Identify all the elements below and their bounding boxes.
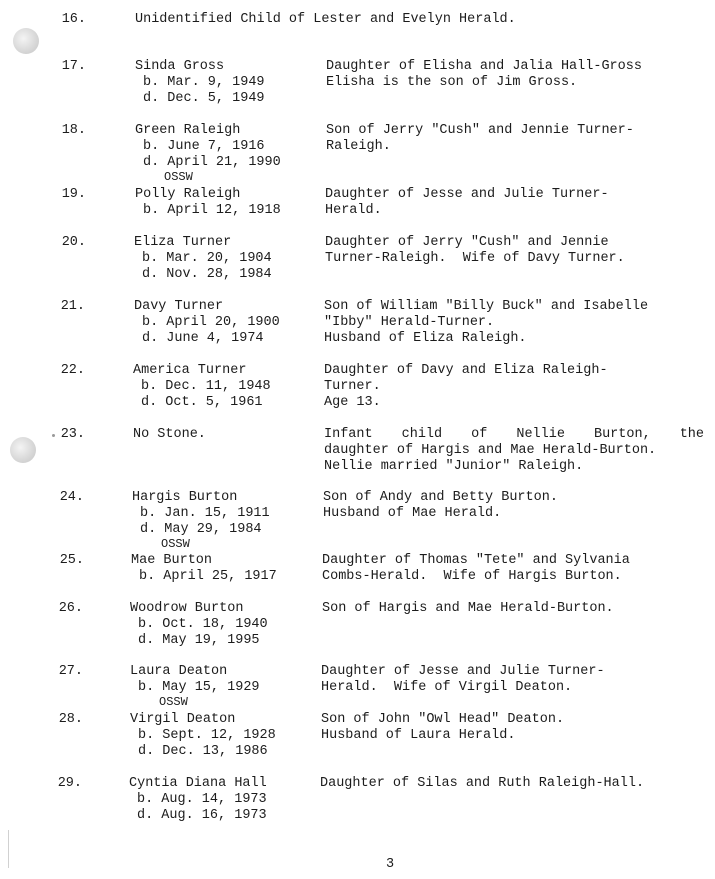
entry-description: Daughter of Elisha and Jalia Hall-Gross Elisha is the son of Jim Gross. xyxy=(326,59,642,90)
entry-name: Eliza Turner xyxy=(134,235,232,250)
death-date: d. May 29, 1984 xyxy=(140,522,262,537)
entry-number: 22. xyxy=(60,363,85,378)
birth-date: b. Sept. 12, 1928 xyxy=(138,728,276,743)
entry-number: 29. xyxy=(57,776,82,791)
birth-date: b. May 15, 1929 xyxy=(138,680,260,695)
entry-description: Son of John "Owl Head" Deaton. Husband of Laura Herald. xyxy=(321,712,565,743)
entry-name: America Turner xyxy=(133,363,247,378)
entry-number: 23. xyxy=(60,427,85,442)
entry-number: 19. xyxy=(61,187,86,202)
entry-number: 28. xyxy=(58,712,83,727)
birth-date: b. Mar. 20, 1904 xyxy=(142,251,272,266)
entry-number: 16. xyxy=(61,12,86,27)
paper-edge-mark xyxy=(8,830,15,868)
death-date: d. Aug. 16, 1973 xyxy=(137,808,267,823)
entry-description: Daughter of Thomas "Tete" and Sylvania Combs-Herald. Wife of Hargis Burton. xyxy=(322,553,630,584)
entry-name: Mae Burton xyxy=(131,553,213,568)
entry-description: Daughter of Jesse and Julie Turner- Herald. xyxy=(325,187,609,218)
entry-description: Son of William "Billy Buck" and Isabelle "Ibby" Herald-Turner. Husband of Eliza Raleigh. xyxy=(324,299,649,346)
entry-description: Daughter of Silas and Ruth Raleigh-Hall. xyxy=(320,776,645,791)
birth-date: b. Aug. 14, 1973 xyxy=(137,792,267,807)
entry-description: Daughter of Jesse and Julie Turner- Herald. Wife of Virgil Deaton. xyxy=(321,664,605,695)
entry-number: 25. xyxy=(59,553,84,568)
entry-name: Polly Raleigh xyxy=(135,187,241,202)
death-date: d. Dec. 13, 1986 xyxy=(138,744,268,759)
entry-number: 27. xyxy=(58,664,83,679)
entry-description: Infant child of Nellie Burton, the daughter of Hargis and Mae Herald-Burton. Nellie married "Junior" Raleigh. xyxy=(324,427,704,474)
entry-number: 17. xyxy=(61,59,86,74)
entry-name: No Stone. xyxy=(133,427,206,442)
entry-name: Unidentified Child of Lester and Evelyn Herald. xyxy=(135,12,516,27)
birth-date: b. Jan. 15, 1911 xyxy=(140,506,270,521)
entry-description: Son of Jerry "Cush" and Jennie Turner- Raleigh. xyxy=(326,123,634,154)
death-date: d. Dec. 5, 1949 xyxy=(143,91,265,106)
birth-date: b. April 20, 1900 xyxy=(142,315,280,330)
entry-name: Hargis Burton xyxy=(132,490,238,505)
entry-number: 24. xyxy=(59,490,84,505)
birth-date: b. April 25, 1917 xyxy=(139,569,277,584)
entry-name: Woodrow Burton xyxy=(130,601,244,616)
punch-hole-top xyxy=(13,28,39,54)
entry-description: Daughter of Jerry "Cush" and Jennie Turner-Raleigh. Wife of Davy Turner. xyxy=(325,235,625,266)
entry-number: 18. xyxy=(61,123,86,138)
entry-name: Davy Turner xyxy=(134,299,224,314)
death-date: d. May 19, 1995 xyxy=(138,633,260,648)
entry-description: Son of Hargis and Mae Herald-Burton. xyxy=(322,601,614,616)
birth-date: b. April 12, 1918 xyxy=(143,203,281,218)
death-date: d. Oct. 5, 1961 xyxy=(141,395,263,410)
entry-name: Sinda Gross xyxy=(135,59,225,74)
birth-date: b. June 7, 1916 xyxy=(143,139,265,154)
ossw-note: OSSW xyxy=(164,170,193,184)
death-date: d. June 4, 1974 xyxy=(142,331,264,346)
birth-date: b. Dec. 11, 1948 xyxy=(141,379,271,394)
entry-name: Virgil Deaton xyxy=(130,712,236,727)
entry-number: 21. xyxy=(60,299,85,314)
entry-number: 26. xyxy=(58,601,83,616)
entry-description: Daughter of Davy and Eliza Raleigh- Turner. Age 13. xyxy=(324,363,608,410)
birth-date: b. Mar. 9, 1949 xyxy=(143,75,265,90)
punch-hole-middle xyxy=(10,437,36,463)
death-date: d. April 21, 1990 xyxy=(143,155,281,170)
entry-name: Laura Deaton xyxy=(130,664,228,679)
page-number: 3 xyxy=(386,857,395,872)
entry-description: Son of Andy and Betty Burton. Husband of Mae Herald. xyxy=(323,490,558,521)
ossw-note: OSSW xyxy=(161,537,190,551)
death-date: d. Nov. 28, 1984 xyxy=(142,267,272,282)
entry-name: Cyntia Diana Hall xyxy=(129,776,267,791)
birth-date: b. Oct. 18, 1940 xyxy=(138,617,268,632)
entry-number: 20. xyxy=(61,235,86,250)
ossw-note: OSSW xyxy=(159,695,188,709)
entry-name: Green Raleigh xyxy=(135,123,241,138)
